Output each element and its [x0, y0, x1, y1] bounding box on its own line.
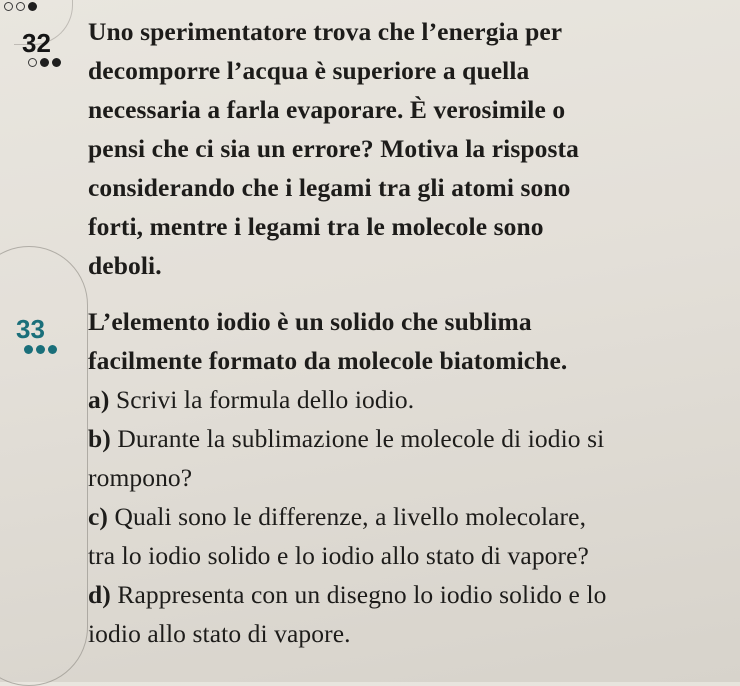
sub-question-text: iodio allo stato di vapore.: [88, 619, 351, 648]
difficulty-dot: [16, 2, 25, 11]
exercise-text-line: considerando che i legami tra gli atomi sono: [88, 173, 571, 202]
exercise-margin: [0, 0, 90, 682]
sub-question-text: Quali sono le differenze, a livello molecolare,: [114, 502, 587, 531]
sub-question-text: rompono?: [88, 463, 193, 492]
exercise-text-line: necessaria a farla evaporare. È verosimile o: [88, 95, 566, 124]
exercise-text-line: deboli.: [88, 251, 162, 280]
difficulty-dot: [28, 2, 37, 11]
difficulty-dot: [40, 58, 49, 67]
sub-question-c: [88, 502, 586, 532]
difficulty-dots-33: [24, 345, 57, 354]
exercise-text-line: forti, mentre i legami tra le molecole sono: [88, 212, 544, 241]
exercise-text-line: decomporre l’acqua è superiore a quella: [88, 56, 530, 85]
difficulty-dot: [52, 58, 61, 67]
sub-question-text: Scrivi la formula dello iodio.: [115, 385, 415, 414]
sub-question-d: [88, 580, 606, 610]
sub-question-label: a): [88, 385, 110, 414]
difficulty-dot: [36, 345, 45, 354]
sub-question-text: Rappresenta con un disegno lo iodio solido e lo: [117, 580, 607, 609]
exercise-number-33: 33: [16, 314, 45, 344]
exercise-number-32: 32: [22, 28, 51, 58]
sub-question-label: d): [88, 580, 111, 609]
difficulty-dot: [28, 58, 37, 67]
sub-question-text: Durante la sublimazione le molecole di iodio si: [117, 424, 605, 453]
sub-question-label: b): [88, 424, 111, 453]
sub-question-b: [88, 424, 604, 454]
difficulty-dot: [48, 345, 57, 354]
difficulty-dots-32: [28, 58, 61, 67]
sub-question-a: [88, 385, 414, 415]
sub-question-text: tra lo iodio solido e lo iodio allo stato di vapore?: [88, 541, 589, 570]
exercise-text-line: facilmente formato da molecole biatomiche.: [88, 346, 568, 375]
exercise-text-line: pensi che ci sia un errore? Motiva la risposta: [88, 134, 579, 163]
exercise-text-line: L’elemento iodio è un solido che sublima: [88, 307, 532, 336]
difficulty-dot: [24, 345, 33, 354]
exercise-text-line: Uno sperimentatore trova che l’energia per: [88, 17, 563, 46]
difficulty-dots-previous: [4, 2, 37, 11]
difficulty-dot: [4, 2, 13, 11]
sub-question-label: c): [88, 502, 109, 531]
pencil-mark-loop: [0, 246, 88, 686]
